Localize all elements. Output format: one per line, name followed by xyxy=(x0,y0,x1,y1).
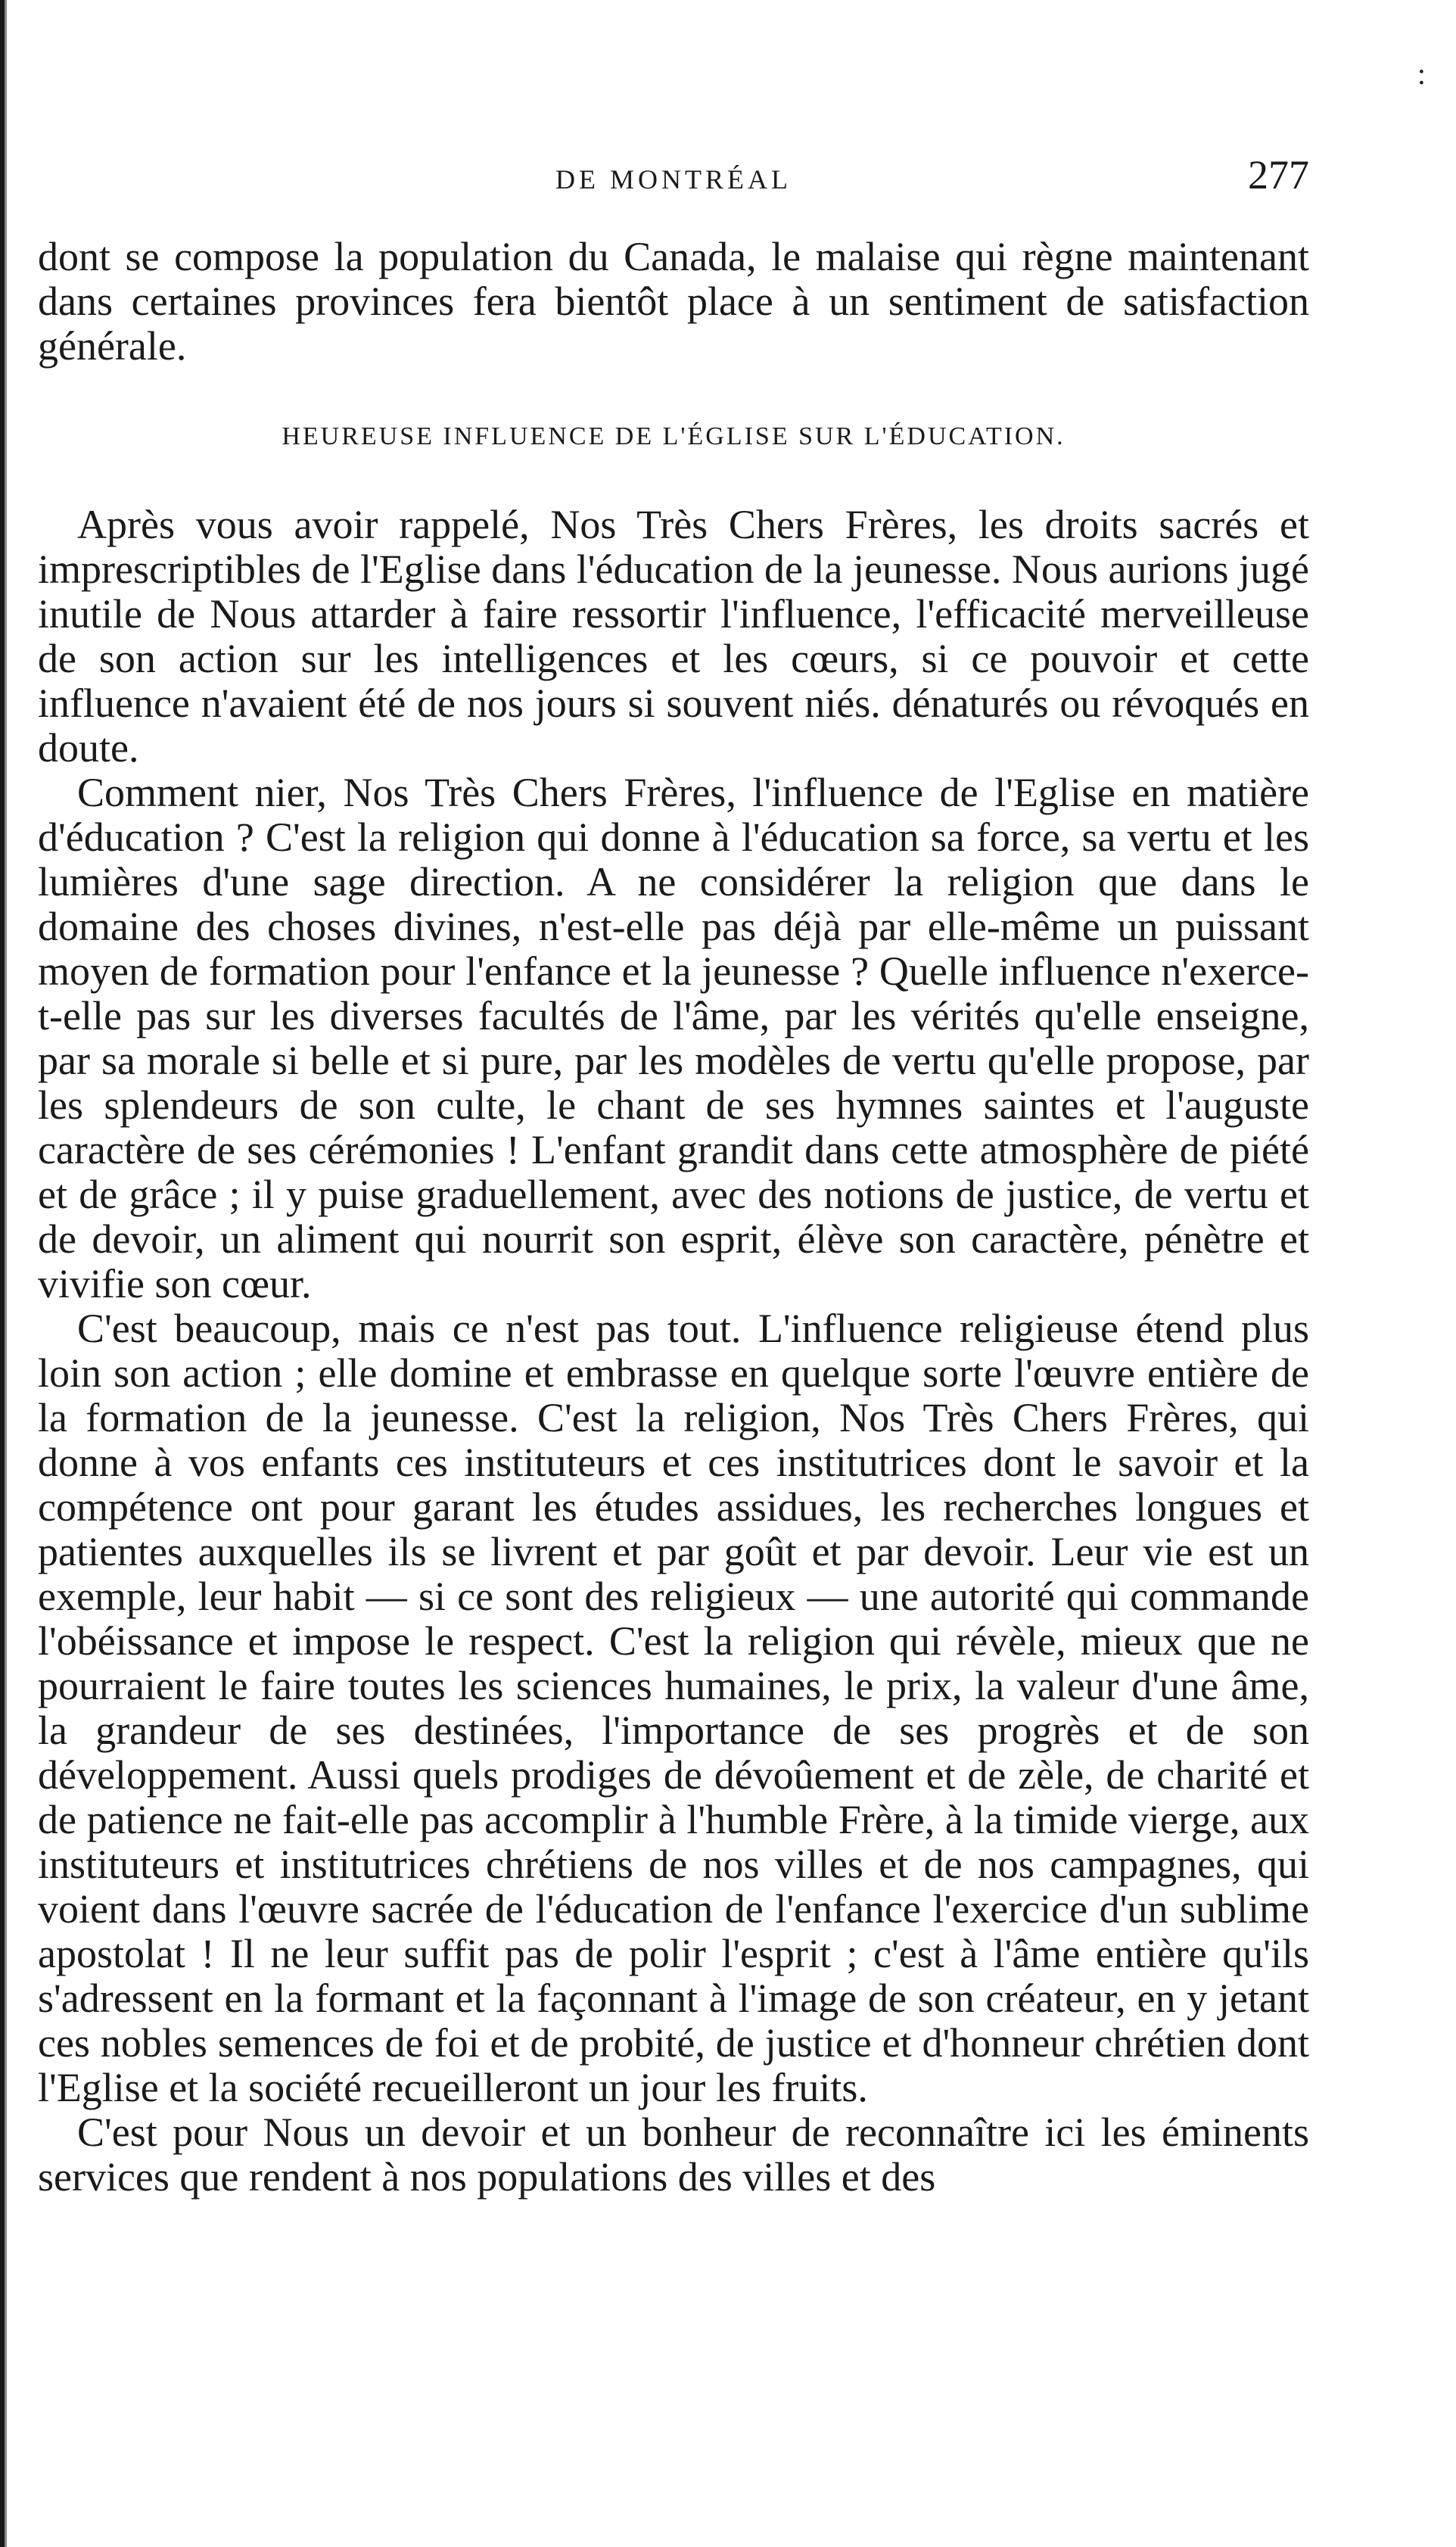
continuation-paragraph: dont se compose la population du Canada, le malaise qui règne maintenant dans certaines provinces fera bientôt place à un sentiment de satisfaction générale. xyxy=(38,234,1309,369)
paragraph: Comment nier, Nos Très Chers Frères, l'influence de l'Eglise en matière d'éducation ? C'est la religion qui donne à l'éducation sa force, sa vertu et les lumières d'une sage direction. A ne considérer la religion que dans le domaine des choses divines, n'est-elle pas déjà par elle-même un puissant moyen de formation pour l'enfance et la jeunesse ? Quelle influence n'exerce-t-elle pas sur les diverses facultés de l'âme, par les vérités qu'elle enseigne, par sa morale si belle et si pure, par les modèles de vertu qu'elle propose, par les splendeurs de son culte, le chant de ses hymnes saintes et l'auguste caractère de ses cérémonies ! L'enfant grandit dans cette atmosphère de piété et de grâce ; il y puise graduellement, avec des notions de justice, de vertu et de devoir, un aliment qui nourrit son esprit, élève son caractère, pénètre et vivifie son cœur. xyxy=(38,770,1309,1306)
paragraph: C'est pour Nous un devoir et un bonheur de reconnaître ici les éminents services que rendent à nos populations des villes et des xyxy=(38,2110,1309,2200)
paragraph: C'est beaucoup, mais ce n'est pas tout. L'influence religieuse étend plus loin son action ; elle domine et embrasse en quelque sorte l'œuvre entière de la formation de la jeunesse. C'est la religion, Nos Très Chers Frères, qui donne à vos enfants ces instituteurs et ces institutrices dont le savoir et la compétence ont pour garant les études assidues, les recherches longues et patientes auxquelles ils se livrent et par goût et par devoir. Leur vie est un exemple, leur habit — si ce sont des religieux — une autorité qui commande l'obéissance et impose le respect. C'est la religion qui révèle, mieux que ne pourraient le faire toutes les sciences humaines, le prix, la valeur d'une âme, la grandeur de ses destinées, l'importance de ses progrès et de son développement. Aussi quels prodiges de dévoûement et de zèle, de charité et de patience ne fait-elle pas accomplir à l'humble Frère, à la timide vierge, aux instituteurs et institutrices chrétiens de nos villes et de nos campagnes, qui voient dans l'œuvre sacrée de l'éducation de l'enfance l'exercice d'un sublime apostolat ! Il ne leur suffit pas de polir l'esprit ; c'est à l'âme entière qu'ils s'adressent en la formant et la façonnant à l'image de son créateur, en y jetant ces nobles semences de foi et de probité, de justice et d'honneur chrétien dont l'Eglise et la société recueilleront un jour les fruits. xyxy=(38,1306,1309,2110)
margin-mark: : xyxy=(1417,57,1426,91)
page-left-edge xyxy=(0,0,11,2547)
paragraph: Après vous avoir rappelé, Nos Très Chers Frères, les droits sacrés et imprescriptibles de l'Eglise dans l'éducation de la jeunesse. Nous aurions jugé inutile de Nous attarder à faire ressortir l'influence, l'efficacité merveilleuse de son action sur les intelligences et les cœurs, si ce pouvoir et cette influence n'avaient été de nos jours si souvent niés. dénaturés ou révoqués en doute. xyxy=(38,502,1309,771)
book-page xyxy=(38,151,1309,2200)
page-body xyxy=(38,235,1309,2200)
running-header xyxy=(38,151,1309,204)
running-title: DE MONTRÉAL xyxy=(555,164,792,195)
section-heading: HEUREUSE INFLUENCE DE L'ÉGLISE SUR L'ÉDUCATION. xyxy=(282,422,1066,450)
page-number: 277 xyxy=(1248,152,1309,198)
